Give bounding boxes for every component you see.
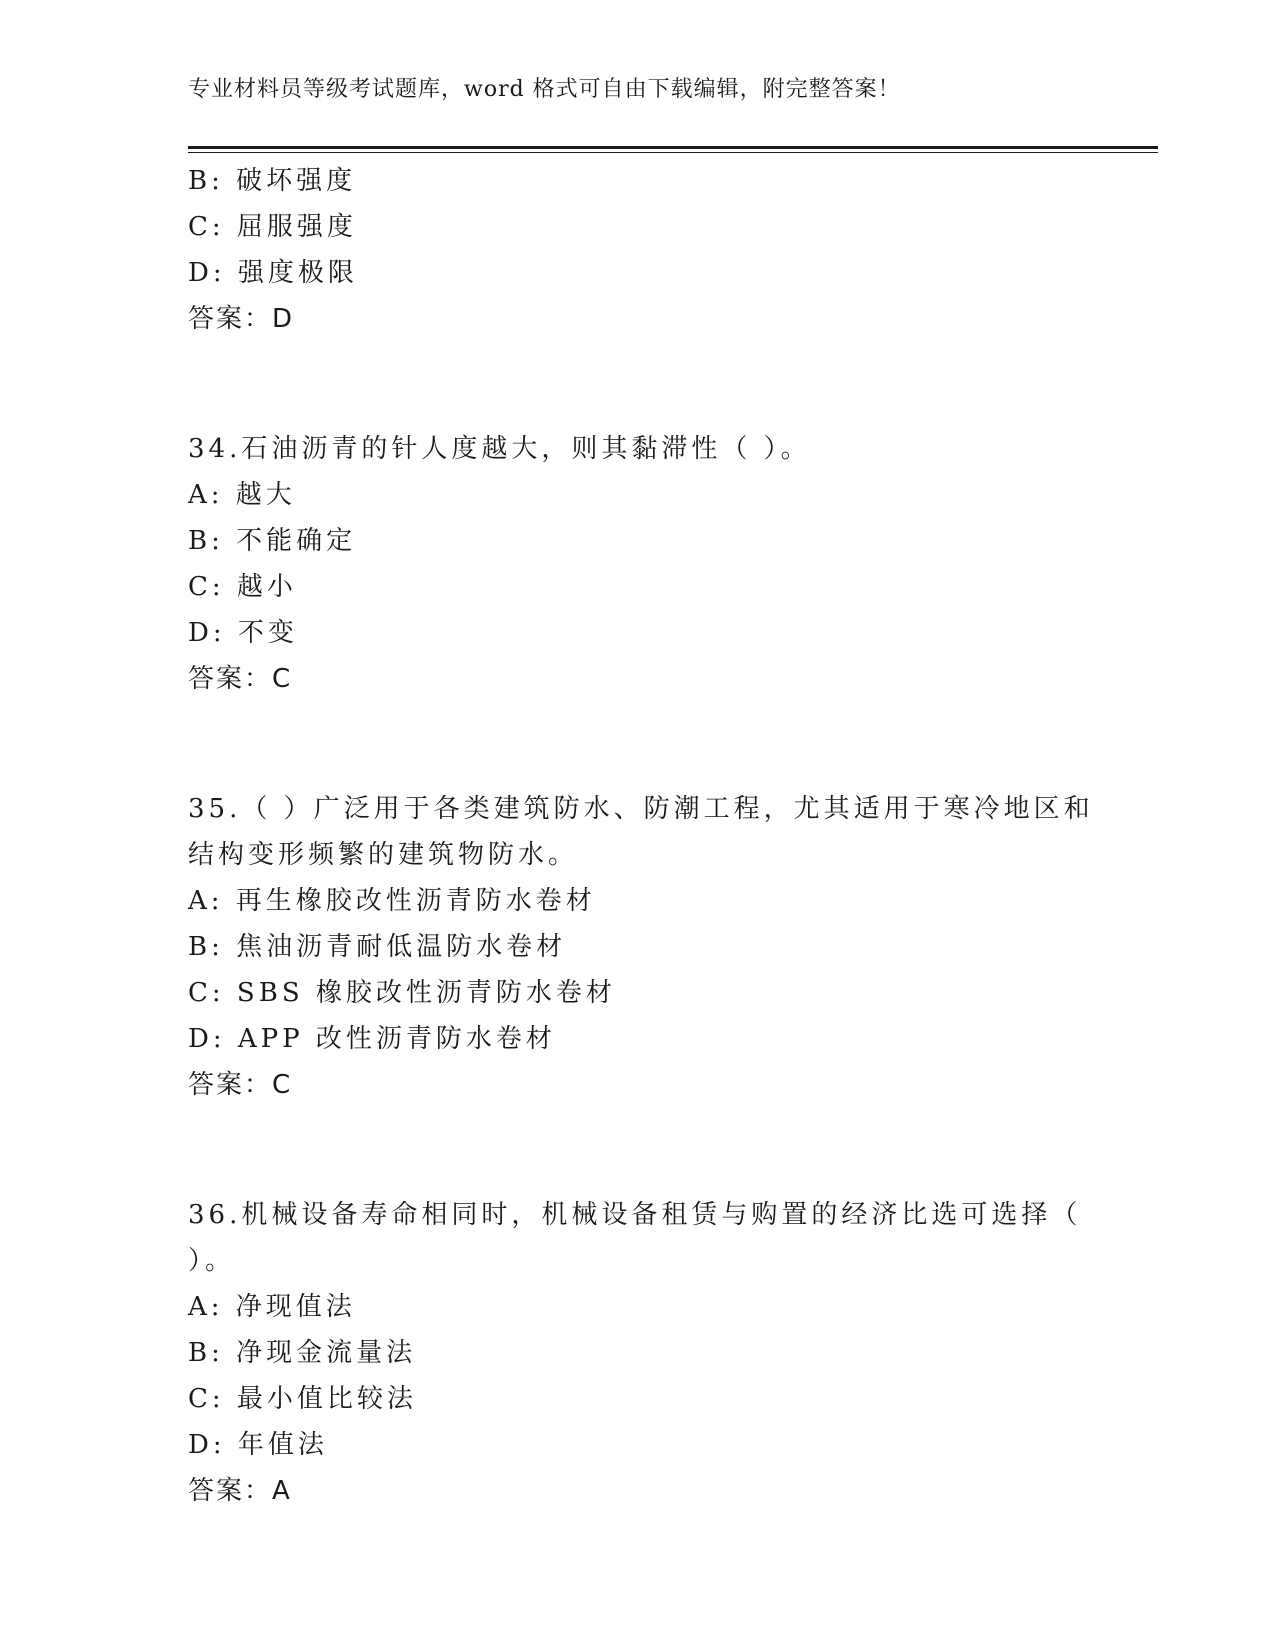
answer-line: 答案：A — [188, 1476, 292, 1506]
option-a: A: 再生橡胶改性沥青防水卷材 — [188, 886, 596, 916]
option-c: C: 屈服强度 — [188, 212, 357, 242]
option-d: D: 年值法 — [188, 1430, 328, 1460]
question-stem: 35.（ ）广泛用于各类建筑防水、防潮工程，尤其适用于寒冷地区和 — [188, 794, 1094, 824]
option-d: D: 强度极限 — [188, 258, 358, 288]
option-b: B: 不能确定 — [188, 526, 357, 556]
answer-line: 答案：D — [188, 304, 295, 334]
option-c: C: SBS 橡胶改性沥青防水卷材 — [188, 978, 616, 1008]
option-a: A: 越大 — [188, 480, 296, 510]
option-b: B: 焦油沥青耐低温防水卷材 — [188, 932, 567, 962]
header-rule-thick — [188, 146, 1158, 149]
page-header: 专业材料员等级考试题库，word 格式可自由下载编辑，附完整答案！ — [188, 77, 901, 102]
question-stem-continued: ）。 — [188, 1246, 236, 1276]
answer-line: 答案：C — [188, 1070, 293, 1100]
question-block-prev — [188, 158, 1088, 342]
option-d: D: APP 改性沥青防水卷材 — [188, 1024, 556, 1054]
option-d: D: 不变 — [188, 618, 298, 648]
option-b: B: 破坏强度 — [188, 166, 357, 196]
answer-line: 答案：C — [188, 664, 293, 694]
question-block-34 — [188, 426, 1088, 702]
question-gap — [188, 1108, 1088, 1192]
question-block-36 — [188, 1192, 1088, 1514]
question-block-35 — [188, 786, 1094, 1108]
question-stem: 36.机械设备寿命相同时，机械设备租赁与购置的经济比选可选择（ — [188, 1200, 1082, 1230]
question-stem-continued: 结构变形频繁的建筑物防水。 — [188, 840, 579, 870]
option-a: A: 净现值法 — [188, 1292, 356, 1322]
question-stem: 34.石油沥青的针人度越大，则其黏滞性（ ）。 — [188, 434, 811, 464]
option-b: B: 净现金流量法 — [188, 1338, 417, 1368]
document-body — [188, 158, 1094, 1514]
question-gap — [188, 702, 1088, 786]
question-gap — [188, 342, 1088, 426]
option-c: C: 最小值比较法 — [188, 1384, 417, 1414]
option-c: C: 越小 — [188, 572, 297, 602]
header-rule-thin — [188, 152, 1158, 153]
